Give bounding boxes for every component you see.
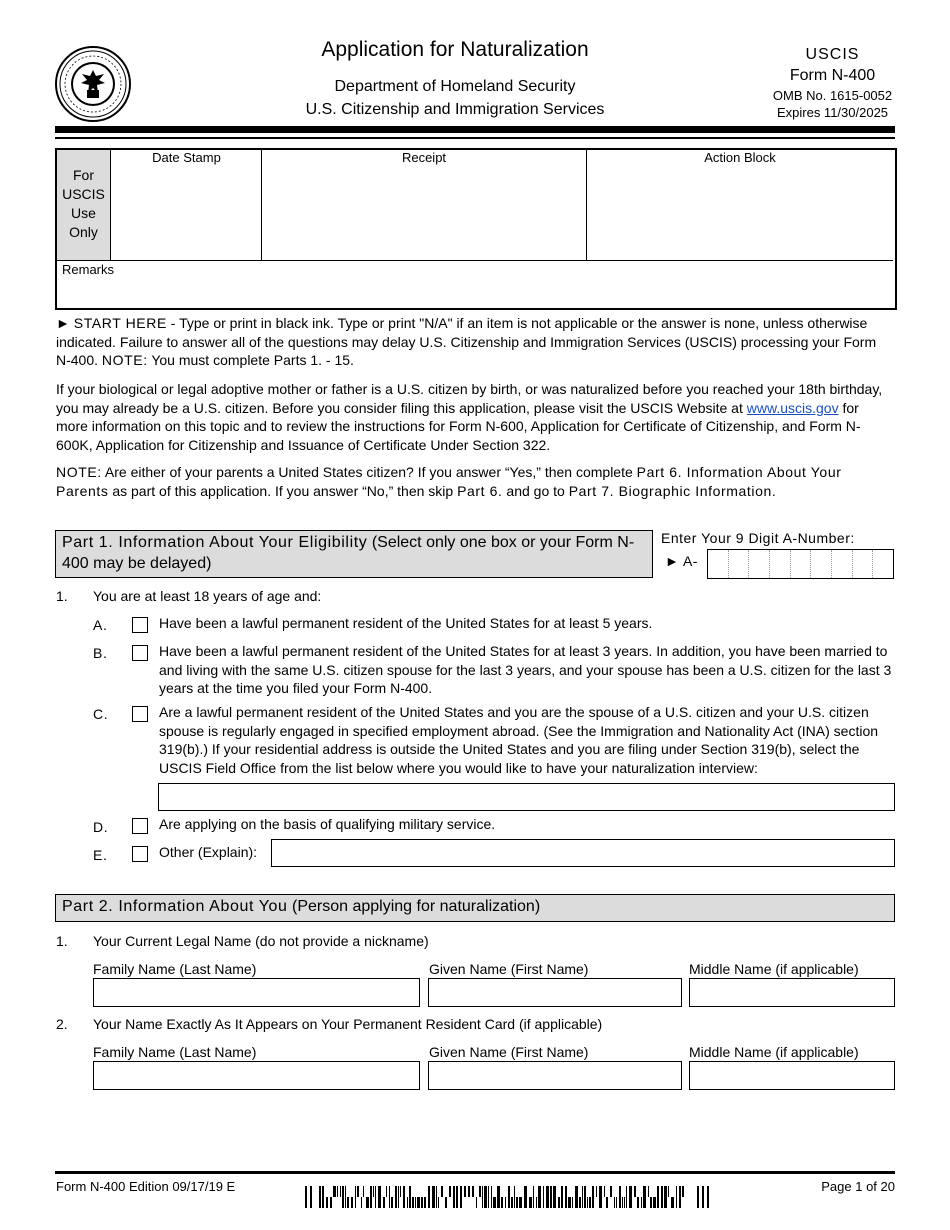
q1-middle-name-input[interactable]: [689, 978, 895, 1007]
receipt-label: Receipt: [401, 150, 447, 165]
uscis-use-box: [55, 148, 897, 310]
start-arrow-icon: ►: [56, 315, 70, 331]
parents-note: [56, 463, 894, 500]
remarks-label: Remarks: [62, 262, 115, 277]
anumber-digit: [853, 550, 874, 578]
option-a-text: Have been a lawful permanent resident of the United States for at least 5 years.: [159, 615, 653, 631]
part1-title: Part 1. Information About Your Eligibility: [62, 534, 368, 551]
anumber-digit: [729, 550, 750, 578]
start-here-instructions: [56, 314, 894, 370]
para2-after: for more information on this topic and to review the instructions for Form N-600, Application for Certificate of Citizenship, and Form N-600K, Application for Citizenship and Issuance of Certificate Under Section 322.: [56, 399, 861, 453]
option-c-checkbox[interactable]: [132, 706, 148, 722]
q2-middle-name-input[interactable]: [689, 1061, 895, 1090]
part1-q1-text: You are at least 18 years of age and:: [93, 588, 322, 604]
start-rest-1: - Type or print in black ink.: [166, 315, 334, 331]
footer-page-number: Page 1 of 20: [821, 1179, 895, 1194]
date-stamp-label: Date Stamp: [152, 150, 221, 165]
q2-family-name-label: Family Name (Last Name): [93, 1044, 257, 1060]
option-b-letter: B.: [93, 645, 108, 661]
side-label-3: Use: [71, 205, 96, 221]
part2-q1-number: 1.: [56, 933, 68, 949]
form-number: Form N-400: [789, 67, 876, 84]
part2-header: [55, 894, 895, 922]
action-block-label: Action Block: [704, 150, 776, 165]
note2-e: and go to: [502, 482, 569, 499]
agency-name: U.S. Citizenship and Immigration Services: [305, 101, 605, 118]
anumber-digit: [832, 550, 853, 578]
q1-given-name-label: Given Name (First Name): [429, 961, 589, 977]
option-e-text: Other (Explain):: [159, 844, 258, 860]
barcode: [305, 1186, 713, 1208]
option-b-checkbox[interactable]: [132, 645, 148, 661]
note2-f: Part 7. Biographic Information: [568, 482, 772, 499]
anumber-digit: [770, 550, 791, 578]
divider-remarks: [57, 260, 893, 261]
option-a-checkbox[interactable]: [132, 617, 148, 633]
q2-given-name-label: Given Name (First Name): [429, 1044, 589, 1060]
option-d-text: Are applying on the basis of qualifying military service.: [159, 816, 496, 832]
note2-label: NOTE:: [56, 464, 102, 480]
q1-family-name-label: Family Name (Last Name): [93, 961, 257, 977]
anumber-digit: [811, 550, 832, 578]
side-label-4: Only: [69, 224, 98, 240]
option-d-checkbox[interactable]: [132, 818, 148, 834]
field-office-input[interactable]: [158, 783, 895, 811]
q2-middle-name-label: Middle Name (if applicable): [689, 1044, 859, 1060]
q2-given-name-input[interactable]: [428, 1061, 682, 1090]
agency-abbr: USCIS: [805, 46, 860, 63]
form-title: Application for Naturalization: [321, 38, 589, 61]
department-name: Department of Homeland Security: [334, 78, 576, 95]
anumber-digit: [708, 550, 729, 578]
option-b-text: Have been a lawful permanent resident of the United States for at least 3 years. In addition, you have been married to and living with the same U.S. citizen spouse for the last 3 years, and your spouse has been a U.S. citizen for the last 3 years at the time you filed your Form N-400.: [159, 643, 892, 696]
q1-family-name-input[interactable]: [93, 978, 420, 1007]
expiration-date: Expires 11/30/2025: [776, 105, 889, 120]
note-label: NOTE:: [101, 352, 148, 368]
q1-middle-name-label: Middle Name (if applicable): [689, 961, 859, 977]
part2-q1-text: Your Current Legal Name (do not provide a nickname): [93, 933, 429, 949]
start-here-label: START HERE: [73, 315, 167, 331]
part1-q1-number: 1.: [56, 588, 68, 604]
note2-g: .: [771, 482, 776, 499]
citizenship-paragraph: [56, 380, 894, 454]
footer-rule: [55, 1171, 895, 1174]
start-rest-2: Type or print "N/A" if an item is not applicable or the answer is none, unless otherwise indicated. Failure to answer all of the questions may delay U.S. Citizenship and Immigration Services (USCIS) processing your Form N-400.: [56, 315, 877, 368]
option-e-checkbox[interactable]: [132, 846, 148, 862]
anumber-digit: [873, 550, 893, 578]
part1-subtitle: (Select only one box or your Form N-400 may be delayed): [62, 534, 635, 572]
q1-given-name-input[interactable]: [428, 978, 682, 1007]
option-c-letter: C.: [93, 706, 109, 722]
uscis-website-link[interactable]: www.uscis.gov: [746, 399, 839, 416]
header-rule-thin: [55, 137, 895, 139]
footer-edition: Form N-400 Edition 09/17/19 E: [56, 1179, 236, 1194]
anumber-input[interactable]: [707, 549, 894, 579]
note2-c: as part of this application. If you answer “No,” then skip: [108, 482, 458, 499]
option-d-letter: D.: [93, 819, 109, 835]
side-label-2: USCIS: [62, 186, 105, 202]
note2-a: Are either of your parents a United States citizen? If you answer “Yes,” then complete: [101, 464, 637, 480]
part2-q2-text: Your Name Exactly As It Appears on Your Permanent Resident Card (if applicable): [93, 1016, 603, 1032]
option-c-text: Are a lawful permanent resident of the United States and you are the spouse of a U.S. citizen and your U.S. citizen spouse is regularly engaged in specified employment abroad. (See the Immigration and Nationality Act (INA) section 319(b).) If your residential address is outside the United States and you are filing under Section 319(b), select the USCIS Field Office from the list below where you would like to have your naturalization interview:: [159, 704, 879, 776]
anumber-prefix: ► A-: [665, 553, 698, 569]
note2-d: Part 6.: [457, 482, 503, 499]
uscis-side-panel: [57, 150, 111, 260]
header-rule: [55, 126, 895, 133]
option-e-letter: E.: [93, 847, 108, 863]
omb-number: OMB No. 1615-0052: [772, 88, 893, 103]
barcode-graphic: [305, 1186, 713, 1208]
anumber-label: Enter Your 9 Digit A-Number:: [661, 530, 855, 546]
part1-header: [55, 530, 653, 578]
note-rest: You must complete Parts 1. - 15.: [147, 352, 354, 368]
note2-b: Part 6. Information About Your Parents: [56, 464, 842, 499]
part2-subtitle: (Person applying for naturalization): [287, 898, 541, 915]
other-explain-input[interactable]: [271, 839, 895, 867]
option-a-letter: A.: [93, 617, 108, 633]
dhs-seal: [55, 46, 131, 122]
anumber-digit: [749, 550, 770, 578]
part2-title: Part 2. Information About You: [62, 898, 288, 915]
divider-receipt: [586, 150, 587, 260]
anumber-digit: [791, 550, 812, 578]
side-label-1: For: [73, 167, 94, 183]
para2-before: If your biological or legal adoptive mother or father is a U.S. citizen by birth, or was naturalized before you reached your 18th birthday, you may already be a U.S. citizen. Before you consider filing this application, please visit the USCIS Website at: [56, 381, 883, 416]
q2-family-name-input[interactable]: [93, 1061, 420, 1090]
divider-date: [261, 150, 262, 260]
part2-q2-number: 2.: [56, 1016, 68, 1032]
